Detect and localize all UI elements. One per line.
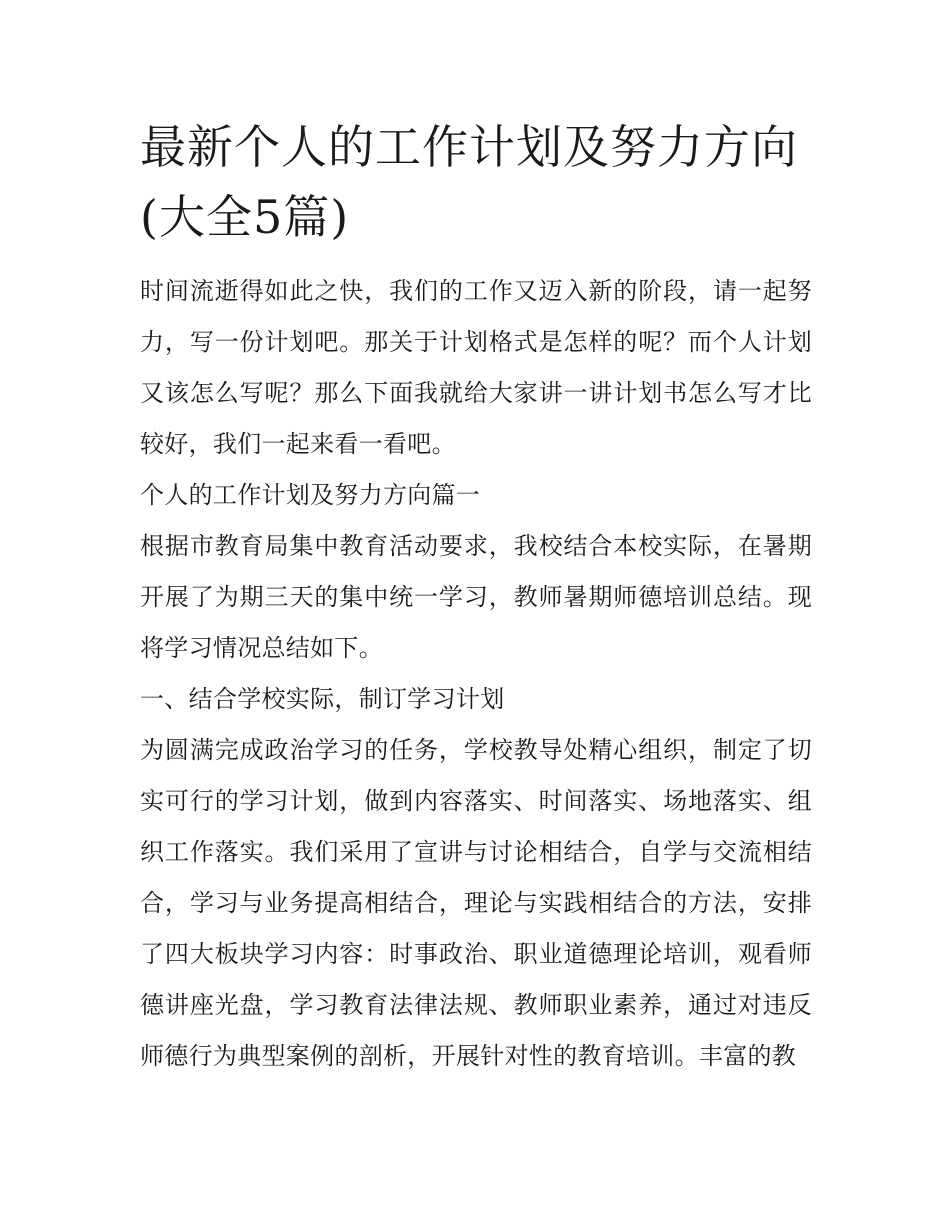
intro-paragraph: 时间流逝得如此之快，我们的工作又迈入新的阶段，请一起努力，写一份计划吧。那关于计划格式是怎样的呢？而个人计划又该怎么写呢？那么下面我就给大家讲一讲计划书怎么写才比较好，我们一起来看一看吧。 [140, 277, 812, 458]
subsection-heading: 一、结合学校实际，制订学习计划 [140, 685, 505, 713]
body-paragraph: 为圆满完成政治学习的任务，学校教导处精心组织，制定了切实可行的学习计划，做到内容落实、时间落实、场地落实、组织工作落实。我们采用了宣讲与讨论相结合，自学与交流相结合，学习与业务提高相结合，理论与实践相结合的方法，安排了四大板块学习内容：时事政治、职业道德理论培训，观看师德讲座光盘，学习教育法律法规、教师职业素养，通过对违反师德行为典型案例的剖析，开展针对性的教育培训。丰富的教 [140, 736, 812, 1070]
document-title: 最新个人的工作计划及努力方向(大全5篇) [140, 120, 798, 244]
body-paragraph: 根据市教育局集中教育活动要求，我校结合本校实际，在暑期开展了为期三天的集中统一学习，教师暑期师德培训总结。现将学习情况总结如下。 [140, 532, 812, 662]
section-heading: 个人的工作计划及努力方向篇一 [140, 481, 481, 509]
document-body [140, 112, 812, 1082]
